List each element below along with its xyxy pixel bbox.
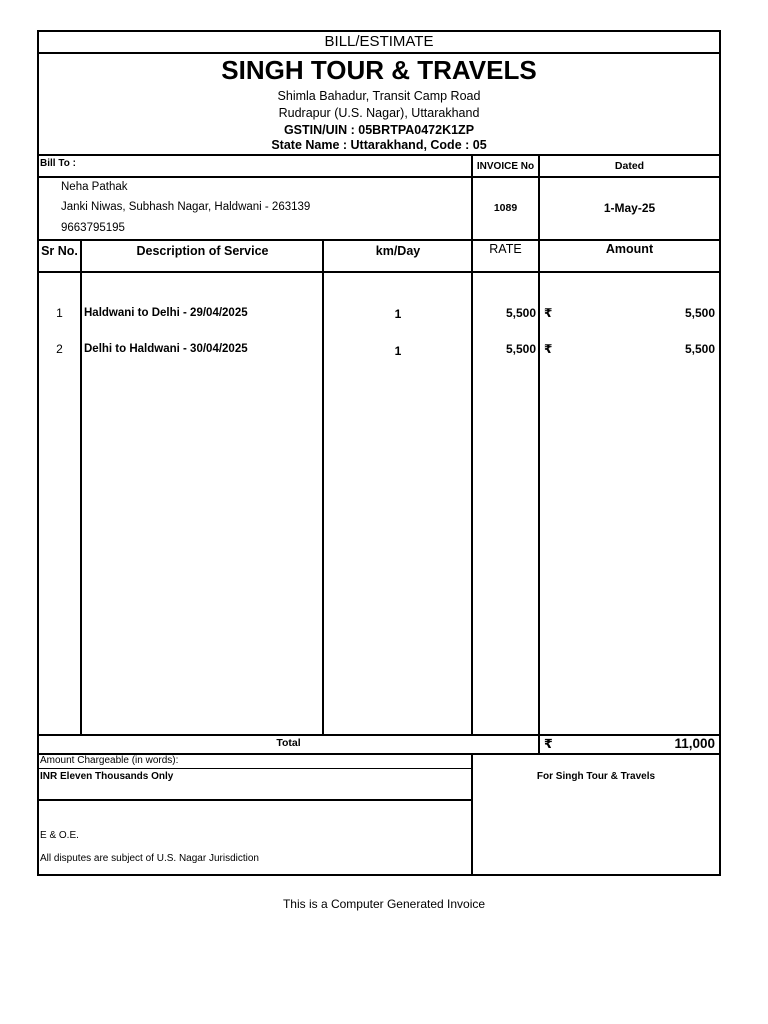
invoice-number: 1089 — [493, 202, 518, 214]
company-address-line2: Rudrapur (U.S. Nagar), Uttarakhand — [278, 106, 480, 120]
jurisdiction-note: All disputes are subject of U.S. Nagar Jurisdiction — [40, 853, 259, 864]
eoe-note: E & O.E. — [40, 830, 79, 841]
invoice-number-label: INVOICE No — [476, 160, 535, 172]
amount-words-label: Amount Chargeable (in words): — [40, 755, 179, 766]
company-gstin: GSTIN/UIN : 05BRTPA0472K1ZP — [283, 123, 475, 137]
column-header-sr: Sr No. — [41, 244, 78, 258]
computer-generated-note: This is a Computer Generated Invoice — [282, 897, 486, 911]
row-1-rate: 5,500 — [505, 306, 536, 320]
rupee-icon: ₹ — [544, 306, 553, 320]
invoice-date: 1-May-25 — [603, 201, 656, 215]
row-2-sr: 2 — [56, 342, 63, 356]
column-header-description: Description of Service — [136, 244, 269, 258]
row-1-km-day: 1 — [394, 307, 402, 321]
divider — [80, 239, 82, 734]
rupee-icon: ₹ — [544, 737, 553, 751]
column-header-amount: Amount — [605, 242, 654, 256]
customer-address: Janki Niwas, Subhash Nagar, Haldwani - 263139 — [61, 201, 311, 213]
amount-words-value: INR Eleven Thousands Only — [40, 771, 174, 782]
row-2-description: Delhi to Haldwani - 30/04/2025 — [84, 343, 248, 355]
divider — [538, 239, 540, 753]
row-2-amount: 5,500 — [684, 342, 715, 356]
signatory-label: For Singh Tour & Travels — [536, 771, 656, 782]
customer-name: Neha Pathak — [61, 181, 128, 193]
row-1-sr: 1 — [56, 306, 63, 320]
row-2-rate: 5,500 — [505, 342, 536, 356]
row-1-amount: 5,500 — [684, 306, 715, 320]
row-1-description: Haldwani to Delhi - 29/04/2025 — [84, 307, 248, 319]
customer-phone: 9663795195 — [61, 222, 125, 234]
divider — [538, 154, 540, 239]
divider — [39, 768, 473, 769]
bill-to-label: Bill To : — [40, 158, 76, 169]
column-header-km-day: km/Day — [375, 244, 421, 258]
invoice-sheet — [37, 30, 721, 876]
company-state: State Name : Uttarakhand, Code : 05 — [271, 138, 487, 152]
doc-type-title: BILL/ESTIMATE — [324, 33, 434, 50]
company-address-line1: Shimla Bahadur, Transit Camp Road — [277, 89, 481, 103]
rupee-icon: ₹ — [544, 342, 553, 356]
column-header-rate: RATE — [489, 242, 522, 256]
divider — [471, 239, 473, 734]
date-label: Dated — [614, 160, 645, 172]
divider — [322, 239, 324, 734]
total-label: Total — [276, 737, 301, 749]
total-amount: 11,000 — [674, 736, 715, 751]
divider — [471, 154, 473, 239]
company-name: SINGH TOUR & TRAVELS — [221, 55, 537, 85]
divider — [39, 799, 473, 801]
row-2-km-day: 1 — [394, 344, 402, 358]
divider — [471, 753, 473, 874]
divider — [39, 271, 719, 273]
